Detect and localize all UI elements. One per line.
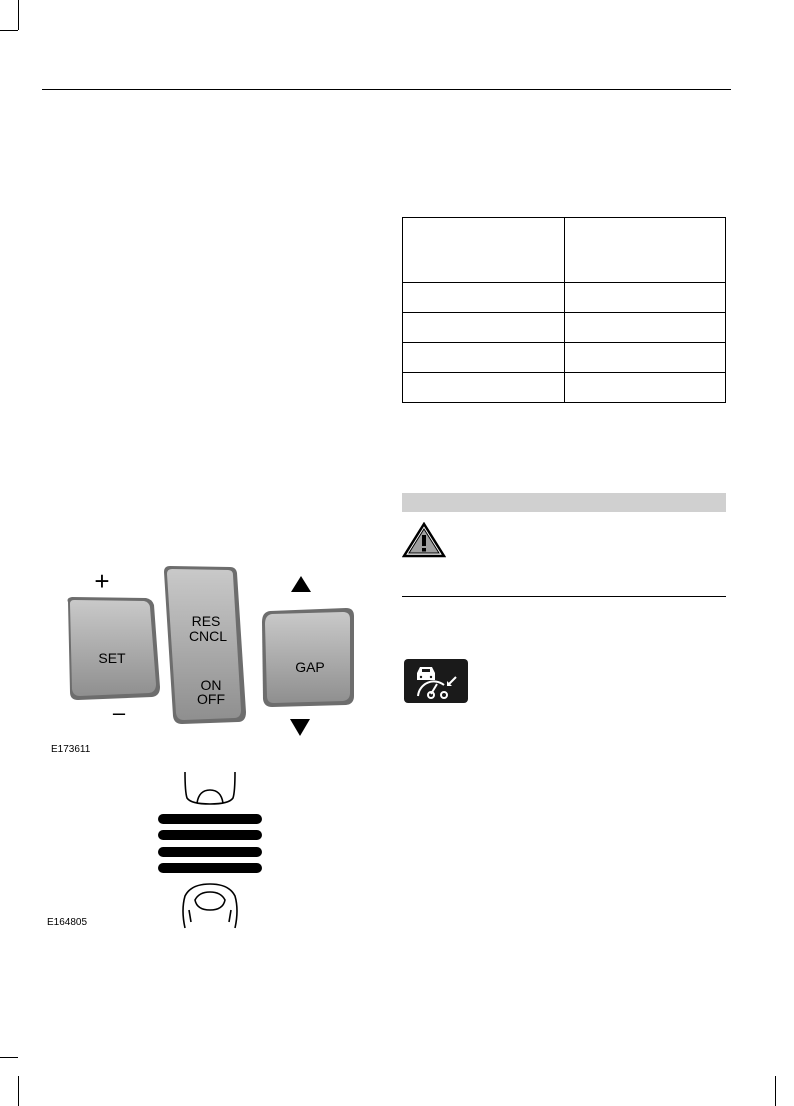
- figure-code: E173611: [51, 744, 91, 755]
- lead-vehicle-icon: [185, 772, 235, 804]
- table-cell: [403, 283, 565, 313]
- table-row: [403, 343, 726, 373]
- svg-text:GAP: GAP: [295, 659, 325, 675]
- warning-bottom-rule: [402, 596, 726, 597]
- svg-text:ON: ON: [200, 677, 222, 693]
- table-row: [403, 373, 726, 403]
- warning-triangle-icon: [402, 522, 446, 558]
- gap-button: [262, 608, 354, 707]
- gap-bar: [158, 814, 262, 824]
- crop-mark-bottom-left-h: [0, 1057, 18, 1058]
- table-cell: [564, 373, 726, 403]
- table-cell: [403, 313, 565, 343]
- gap-increase-arrow-icon: [291, 576, 311, 592]
- adaptive-cruise-indicator-icon: [404, 659, 468, 703]
- table-row: [403, 313, 726, 343]
- table-cell: [564, 343, 726, 373]
- svg-text:RES: RES: [191, 613, 221, 629]
- plus-symbol: +: [94, 566, 110, 596]
- svg-text:OFF: OFF: [197, 691, 225, 707]
- gap-distance-figure: [155, 770, 265, 930]
- svg-text:CNCL: CNCL: [188, 628, 228, 644]
- table-cell: [403, 218, 565, 283]
- spec-table: [402, 217, 726, 403]
- gap-bar: [158, 830, 262, 840]
- table-cell: [564, 313, 726, 343]
- res-cncl-on-off-button: [164, 566, 246, 724]
- figure-code: E164805: [47, 917, 88, 928]
- table-cell: [564, 283, 726, 313]
- table-row: [403, 283, 726, 313]
- gap-decrease-arrow-icon: [290, 719, 310, 736]
- cruise-control-buttons-figure: [58, 562, 368, 742]
- gap-bar: [158, 863, 262, 873]
- table-header-row: [403, 218, 726, 283]
- crop-mark-bottom-left-v: [18, 1076, 19, 1106]
- crop-mark-top-left-v: [18, 0, 19, 30]
- crop-mark-bottom-right-v: [775, 1076, 776, 1106]
- svg-text:SET: SET: [98, 650, 126, 666]
- gap-bar: [158, 847, 262, 857]
- crop-mark-top-left-h: [0, 30, 18, 31]
- table-cell: [403, 343, 565, 373]
- set-button: [68, 597, 161, 700]
- header-rule: [42, 89, 731, 90]
- minus-symbol: –: [112, 700, 126, 725]
- own-vehicle-icon: [183, 884, 237, 928]
- table-cell: [403, 373, 565, 403]
- warning-header-bar: [402, 493, 726, 512]
- table-cell: [564, 218, 726, 283]
